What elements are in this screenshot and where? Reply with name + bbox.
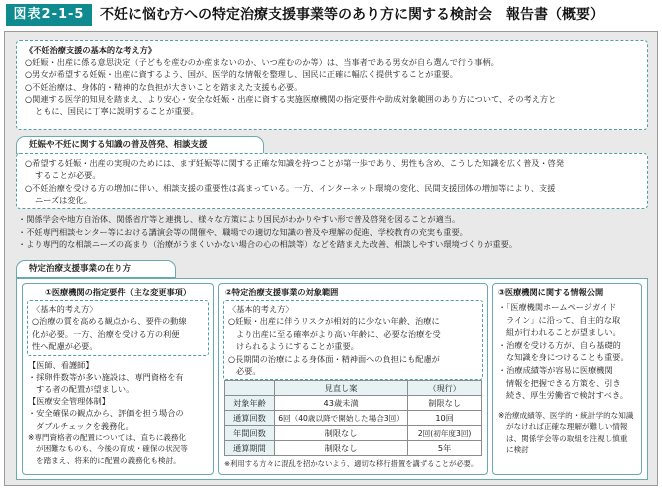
doctor-line: する者の配置が望ましい。 bbox=[36, 384, 135, 395]
knowledge-item: ニーズは変化。 bbox=[35, 195, 92, 206]
basic-concept-title: 《不妊治療支援の基本的な考え方》 bbox=[25, 45, 157, 55]
table-cell: 制限なし bbox=[274, 441, 407, 456]
disclosure-note bbox=[498, 410, 636, 456]
row-label: 年間回数 bbox=[225, 426, 275, 441]
scope-concept-box bbox=[223, 300, 483, 380]
concept-line: ○妊娠・出産に伴うリスクが相対的に少ない年齢、治療に bbox=[228, 316, 440, 327]
figure-title: 不妊に悩む方への特定治療支援事業等のあり方に関する検討会 報告書（概要） bbox=[100, 7, 604, 23]
designation-heading: ①医療機関の指定要件（主な変更事項） bbox=[44, 287, 192, 297]
scope-note: ※利用する方々に混乱を招かないよう、適切な移行措置を講ずることが必要。 bbox=[224, 459, 479, 468]
safety-line: ・安全確保の観点から、評価を担う場合の bbox=[28, 408, 184, 419]
knowledge-bullet: ・関係学会や地方自治体、関係省庁等と連携し、様々な方策により国民がわかりやすい形で普及啓発を図ることが適当。 bbox=[18, 214, 461, 224]
basic-concept-box bbox=[16, 40, 648, 130]
table-row bbox=[225, 441, 482, 456]
disclosure-line: 情報を把握できる方策を、引き bbox=[506, 377, 621, 388]
table-cell: 43歳未満 bbox=[274, 396, 407, 411]
basic-item: ○不妊治療は、身体的・精神的な負担が大きいことを踏まえた支援も必要。 bbox=[25, 81, 303, 92]
knowledge-item: ○希望する妊娠・出産の実現のためには、まず妊娠等に関する正確な知識を持つことが第一歩であり、男性も含め、こうした知識を広く普及・啓発 bbox=[25, 158, 565, 168]
concept-title: 〈基本的考え方〉 bbox=[32, 304, 98, 314]
safety-title: 【医療安全管理体制】 bbox=[28, 396, 110, 407]
table-header: 見直し案 bbox=[274, 381, 407, 396]
designation-details bbox=[23, 356, 213, 466]
safety-line: ダブルチェックを義務化。 bbox=[36, 420, 134, 431]
disclosure-line: ・治療成績等が容易に医療機関 bbox=[498, 364, 613, 375]
knowledge-bullet: ・より専門的な相談ニーズの高まり（治療がうまくいかない場合の心の相談等）などを踏まえた改善、相談しやすい環境づくりが重要。 bbox=[18, 239, 518, 250]
table-row bbox=[225, 426, 482, 441]
basic-item: ○妊娠・出産に係る意思決定（子どもを産むのか産まないのか、いつ産むのか等）は、当事者である男女が自ら選んで行う事柄。 bbox=[25, 57, 499, 68]
concept-title: 〈基本的考え方〉 bbox=[228, 304, 294, 314]
doctor-title: 【医師、看護師】 bbox=[28, 359, 94, 370]
row-label: 通算回数 bbox=[225, 411, 275, 426]
figure-header bbox=[0, 0, 662, 30]
table-header bbox=[225, 381, 275, 396]
concept-line: けられるようにすることが重要。 bbox=[236, 341, 359, 352]
knowledge-concept-box bbox=[16, 153, 648, 209]
concept-line: より出産に至る確率がより高い年齢に、必要な治療を受 bbox=[236, 328, 441, 339]
designation-note: が困難なものも、今後の育成・確保の状況等 bbox=[36, 444, 188, 454]
table-cell: 制限なし bbox=[408, 396, 482, 411]
concept-line: ○長期間の治療による身体面・精神面への負担にも配慮が bbox=[228, 353, 440, 364]
table-row bbox=[225, 411, 482, 426]
designation-note: ※専門資格者の配置については、直ちに義務化 bbox=[28, 432, 187, 442]
disclosure-line: ・「医療機関ホームページガイド bbox=[498, 302, 617, 312]
designation-column bbox=[22, 283, 214, 475]
disclosure-note-line: ※治療成績等、医学的・統計学的な知識 bbox=[498, 410, 634, 420]
disclosure-column bbox=[492, 283, 642, 475]
table-cell: 5年 bbox=[408, 441, 482, 456]
disclosure-note-line: に検討 bbox=[506, 444, 529, 454]
disclosure-line: 組が行われることが望ましい。 bbox=[506, 327, 621, 338]
disclosure-note-line: は、関係学会等の取組を注視し慎重 bbox=[506, 433, 628, 443]
table-cell: 制限なし bbox=[274, 426, 407, 441]
scope-heading: ②特定治療支援事業の対象範囲 bbox=[225, 287, 339, 297]
section-tab-support: 特定治療支援事業の在り方 bbox=[16, 260, 176, 278]
concept-line: 必要。 bbox=[236, 366, 261, 377]
section-tab-knowledge: 妊娠や不妊に関する知識の普及啓発、相談支援 bbox=[16, 136, 264, 154]
basic-item: ともに、国民に丁寧に説明することが重要。 bbox=[35, 106, 199, 117]
concept-line: 性へ配慮が必要。 bbox=[32, 341, 98, 352]
table-row bbox=[225, 396, 482, 411]
row-label: 通算期間 bbox=[225, 441, 275, 456]
knowledge-bullets bbox=[18, 213, 648, 251]
disclosure-note-line: がなければ正確な理解が難しい情報 bbox=[506, 422, 628, 432]
disclosure-line: 続き、厚生労働省で検討すべき。 bbox=[506, 390, 628, 401]
scope-table bbox=[224, 380, 482, 456]
figure-label: 図表2-1-5 bbox=[6, 4, 92, 26]
row-label: 対象年齢 bbox=[225, 396, 275, 411]
doctor-line: ・採卵件数等が多い施設は、専門資格を有 bbox=[28, 371, 184, 382]
designation-concept-box bbox=[27, 300, 209, 356]
disclosure-line: な知識を身につけることも重要。 bbox=[506, 352, 629, 363]
disclosure-heading: ③医療機関に関する情報公開 bbox=[498, 287, 604, 297]
disclosure-line: ・治療を受ける方が、自ら基礎的 bbox=[498, 339, 621, 350]
table-cell: 6回（40歳以降で開始した場合3回） bbox=[274, 411, 407, 426]
basic-item: ○関連する医学的知見を踏まえ、より安心・安全な妊娠・出産に資する実施医療機関の指定要件や助成対象範囲のあり方について、その考え方と bbox=[25, 93, 557, 104]
knowledge-item: することが必要。 bbox=[35, 170, 101, 181]
disclosure-items bbox=[498, 301, 636, 402]
knowledge-item: ○不妊治療を受ける方の増加に伴い、相談支援の重要性は高まっている。一方、インターネット環境の変化、民間支援団体の増加等により、支援 bbox=[25, 182, 556, 193]
concept-line: ○治療の質を高める観点から、要件の動線 bbox=[32, 316, 187, 327]
designation-note: を踏まえ、将来的に配置の義務化も検討。 bbox=[36, 455, 181, 465]
table-cell: 2回(初年度3回) bbox=[408, 426, 482, 441]
concept-line: 化が必要。一方、治療を受ける方の利便 bbox=[32, 328, 180, 339]
table-header-row bbox=[225, 381, 482, 396]
knowledge-bullet: ・不妊専門相談センター等における講演会等の開催や、職場での適切な知識の普及や理解の促進、学校教育の充実も重要。 bbox=[18, 226, 468, 237]
disclosure-line: ライン」に沿って、自主的な取 bbox=[506, 314, 621, 325]
basic-item: ○男女が希望する妊娠・出産に資するよう、国が、医学的な情報を整理し、国民に正確に幅広く提供することが重要。 bbox=[25, 69, 458, 80]
table-header: （現行） bbox=[408, 381, 482, 396]
table-cell: 10回 bbox=[408, 411, 482, 426]
